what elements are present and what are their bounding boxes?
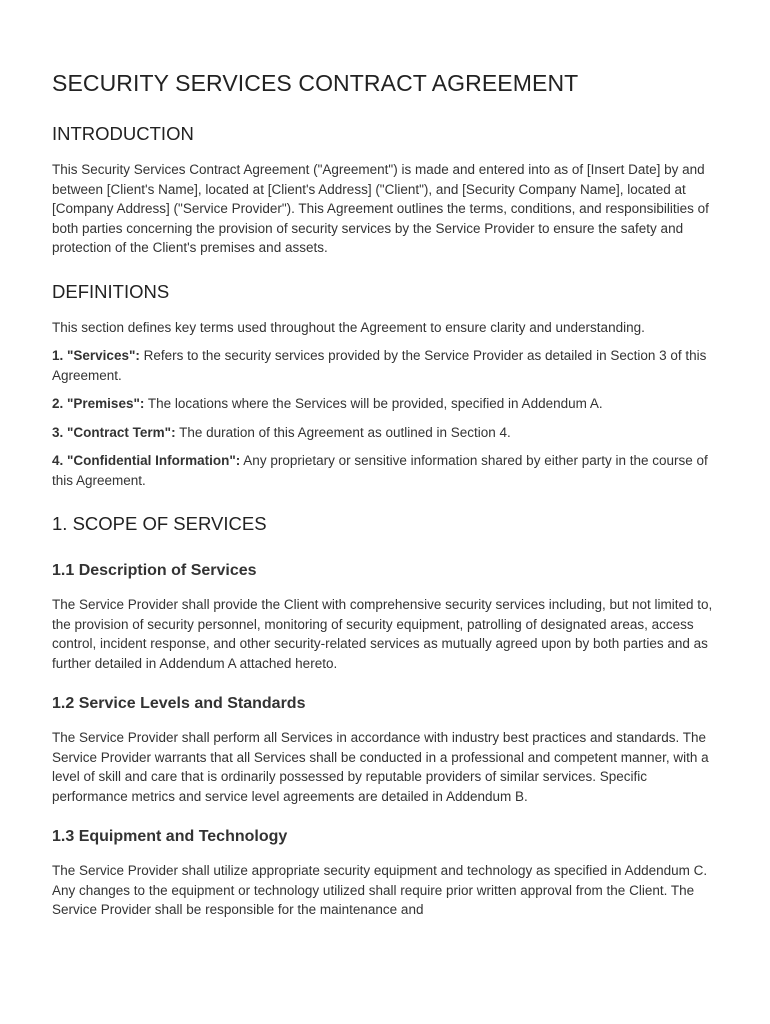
subsection-service-levels [52, 695, 720, 806]
definition-term: 3. "Contract Term": [52, 424, 176, 440]
subsection-heading: 1.3 Equipment and Technology [52, 828, 288, 845]
subsection-heading: 1.1 Description of Services [52, 562, 257, 579]
scope-section [52, 513, 720, 920]
definition-text: Refers to the security services provided by the Service Provider as detailed in Section 3 of this Agreement. [52, 348, 707, 383]
definition-text: Any proprietary or sensitive information shared by either party in the course of this Agreement. [52, 453, 708, 488]
subsection-body: The Service Provider shall utilize appropriate security equipment and technology as specified in Addendum C. Any changes to the equipment or technology utilized shall require prior written approval from the Client. The Service Provider shall be responsible for the maintenance and [52, 863, 708, 917]
definition-term: 2. "Premises": [52, 396, 145, 411]
definition-term: 4. "Confidential Information": [52, 453, 241, 468]
subsection-body: The Service Provider shall perform all Services in accordance with industry best practices and standards. The Service Provider warrants that all Services shall be conducted in a professional and competent manner, with a level of skill and care that is ordinarily possessed by reputable providers of similar services. Specific performance metrics and service level agreements are detailed in Addendum B. [52, 730, 709, 804]
introduction-section [52, 123, 720, 258]
definition-term: 1. "Services": [52, 348, 140, 363]
definitions-section [52, 281, 720, 491]
subsection-heading: 1.2 Service Levels and Standards [52, 695, 306, 712]
scope-heading: 1. SCOPE OF SERVICES [52, 513, 267, 534]
definition-text: The locations where the Services will be provided, specified in Addendum A. [144, 396, 603, 411]
definition-item [52, 394, 720, 414]
definitions-heading: DEFINITIONS [52, 280, 170, 302]
definition-item [52, 423, 720, 443]
definition-item [52, 346, 720, 385]
subsection-equipment-technology [52, 828, 720, 920]
definitions-intro: This section defines key terms used throughout the Agreement to ensure clarity and understanding. [52, 319, 645, 335]
subsection-description-of-services [52, 562, 720, 673]
definition-text: The duration of this Agreement as outlined in Section 4. [175, 424, 511, 440]
introduction-body: This Security Services Contract Agreement ("Agreement") is made and entered into as of [Insert Date] by and between [Client's Name], located at [Client's Address] ("Client"), and [Security Company Name], located at [Company Address] ("Service Provider"). This Agreement outlines the terms, conditions, and responsibilities of both parties concerning the provision of security services by the Service Provider to ensure the safety and protection of the Client's premises and assets. [52, 162, 709, 255]
introduction-heading: INTRODUCTION [52, 123, 194, 144]
document-title: SECURITY SERVICES CONTRACT AGREEMENT [52, 70, 579, 96]
subsection-body: The Service Provider shall provide the Client with comprehensive security services including, but not limited to, the provision of security personnel, monitoring of security equipment, patrolling of designated areas, access control, incident response, and other security-related services as mutually agreed upon by both parties and as further detailed in Addendum A attached hereto. [52, 597, 713, 671]
definition-item [52, 451, 720, 490]
